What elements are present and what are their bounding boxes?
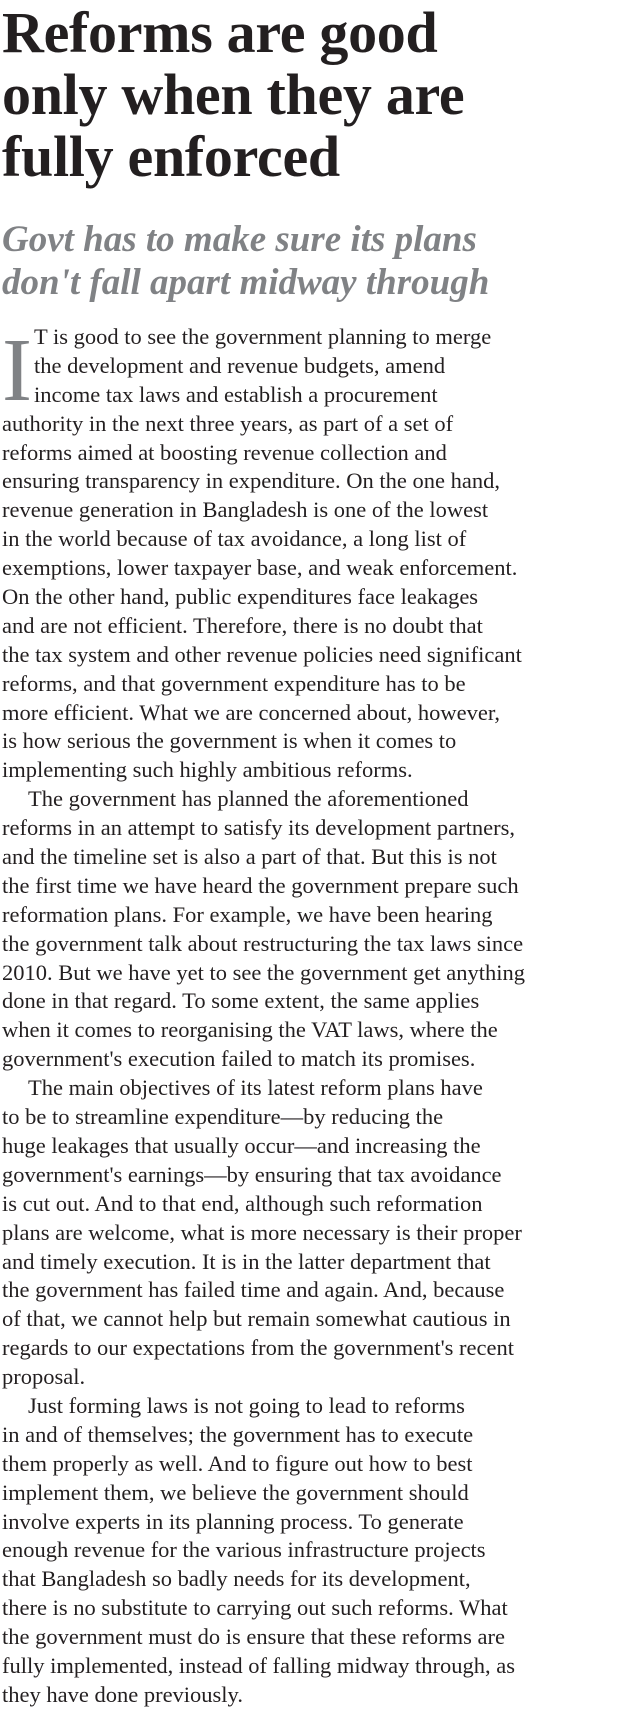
article-body (2, 323, 627, 1710)
body-line: there is no substitute to carrying out such reforms. What (2, 1595, 508, 1621)
subheadline (2, 218, 627, 304)
body-line: The main objectives of its latest reform plans have (28, 1075, 483, 1101)
body-line: the development and revenue budgets, amend (34, 352, 446, 378)
body-line: income tax laws and establish a procurement (34, 381, 438, 407)
body-line: government's execution failed to match its promises. (2, 1046, 476, 1072)
headline-line-1: Reforms are good (2, 0, 438, 65)
body-line: reforms aimed at boosting revenue collection and (2, 439, 447, 465)
body-line: revenue generation in Bangladesh is one of the lowest (2, 497, 489, 523)
body-line: them properly as well. And to figure out how to best (2, 1450, 473, 1476)
body-line: involve experts in its planning process. To generate (2, 1508, 464, 1534)
body-line: proposal. (2, 1364, 86, 1390)
body-line: the tax system and other revenue policies need significant (2, 641, 522, 667)
body-line: is cut out. And to that end, although such reformation (2, 1190, 483, 1216)
body-line: that Bangladesh so badly needs for its development, (2, 1566, 471, 1592)
body-line: done in that regard. To some extent, the same applies (2, 988, 480, 1014)
body-line: of that, we cannot help but remain somewhat cautious in (2, 1306, 511, 1332)
body-line: they have done previously. (2, 1681, 243, 1707)
headline-line-2: only when they are (2, 62, 465, 127)
drop-cap: I (2, 321, 32, 420)
body-line: huge leakages that usually occur—and increasing the (2, 1132, 481, 1158)
body-line: and timely execution. It is in the latter department that (2, 1248, 491, 1274)
body-line: the government has failed time and again. And, because (2, 1277, 505, 1303)
body-line: 2010. But we have yet to see the government get anything (2, 959, 525, 985)
body-line: regards to our expectations from the government's recent (2, 1335, 514, 1361)
body-line: On the other hand, public expenditures face leakages (2, 584, 479, 610)
body-line: is how serious the government is when it comes to (2, 728, 457, 754)
subhead-line-1: Govt has to make sure its plans (2, 219, 477, 260)
body-line: exemptions, lower taxpayer base, and weak enforcement. (2, 555, 518, 581)
body-line: the first time we have heard the government prepare such (2, 872, 519, 898)
body-line: The government has planned the aforementioned (28, 786, 469, 812)
body-line: and the timeline set is also a part of that. But this is not (2, 844, 497, 870)
body-line: implement them, we believe the government should (2, 1479, 469, 1505)
body-line: reforms in an attempt to satisfy its development partners, (2, 815, 515, 841)
body-line: when it comes to reorganising the VAT laws, where the (2, 1017, 498, 1043)
headline (2, 2, 627, 188)
body-line: more efficient. What we are concerned about, however, (2, 699, 501, 725)
subhead-line-2: don't fall apart midway through (2, 262, 490, 303)
body-line: implementing such highly ambitious reforms. (2, 757, 413, 783)
body-line: in the world because of tax avoidance, a long list of (2, 526, 467, 552)
body-line: and are not efficient. Therefore, there is no doubt that (2, 612, 483, 638)
body-line: to be to streamline expenditure—by reducing the (2, 1104, 444, 1130)
body-line: the government must do is ensure that these reforms are (2, 1624, 505, 1650)
headline-line-3: fully enforced (2, 124, 340, 189)
body-line: plans are welcome, what is more necessary is their proper (2, 1219, 522, 1245)
body-line: ensuring transparency in expenditure. On the one hand, (2, 468, 500, 494)
body-line: fully implemented, instead of falling midway through, as (2, 1652, 516, 1678)
body-line: in and of themselves; the government has to execute (2, 1421, 474, 1447)
body-line: authority in the next three years, as part of a set of (2, 410, 454, 436)
body-line: government's earnings—by ensuring that tax avoidance (2, 1161, 502, 1187)
body-line: reforms, and that government expenditure has to be (2, 670, 466, 696)
body-line: T is good to see the government planning to merge (34, 324, 492, 349)
body-line: Just forming laws is not going to lead to reforms (28, 1392, 465, 1418)
body-line: the government talk about restructuring the tax laws since (2, 930, 524, 956)
body-line: enough revenue for the various infrastructure projects (2, 1537, 486, 1563)
body-line: reformation plans. For example, we have been hearing (2, 901, 493, 927)
